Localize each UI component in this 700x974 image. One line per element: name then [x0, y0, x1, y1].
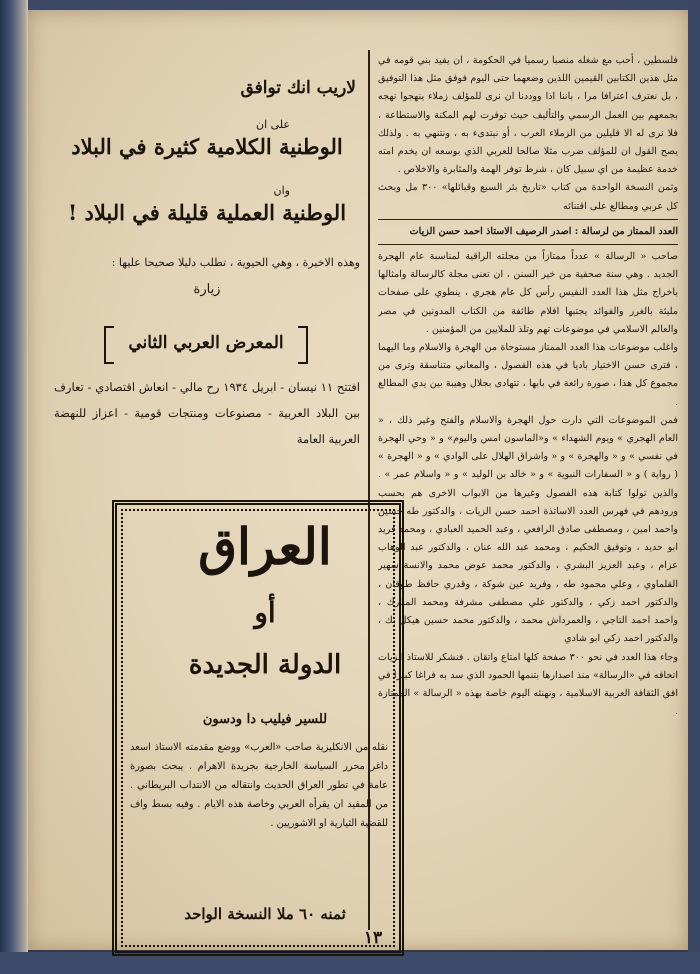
section-title: العدد الممتاز من لرسالة : اصدر الرصيف الاستاذ احمد حسن الزيات — [409, 225, 678, 237]
section-rule — [378, 219, 678, 220]
expo-ad-statement: الوطنية الكلامية كثيرة في البلاد — [71, 134, 343, 159]
magazine-page — [28, 10, 688, 950]
book-ad-description: نقله من الانكليزية صاحب «العرب» ووضع مقدمته الاستاذ اسعد داغر محرر السياسة الخارجية بجريدة الاهرام . يبحث بصورة عامة في تطور العراق الحديث وانتقاله من الانتداب البريطاني . من المفيد ان يقرأه العربي وخاصة هذه الايام . وفيه بسط واف للقضية الثيارية او الاشوريين . — [130, 742, 388, 829]
article-paragraph: وثمن النسخة الواحدة من كتاب «تاريخ بئر السبع وقبائلها» ٣٠٠ مل وبحث كل عربي ومطالع على اقتنائه — [378, 182, 678, 212]
expo-ad-visit: زيارة — [193, 282, 221, 297]
expo-ad-title: المعرض العربي الثاني — [108, 326, 304, 360]
page-number: ١٣ — [363, 928, 383, 948]
article-column — [378, 52, 678, 932]
article-paragraph: صاحب « الرسالة » عدداً ممتازاً من مجلته الراقية لمناسبة عام الهجرة الجديد . وهي سنة صحفية من خير السنن ، ان تعنى مجلة كالرسالة وامثالها باخراج مثل هذا العدد النفيس رأس كل عام هجري ، ينطوي على صفحات مليئة بالغرر والفوائد يجتبها افلام طائفة من الكتاب المدونين في مصر والعالم الاسلامي في موضوعات تهم وتلذ للملايين من المؤمنين . — [378, 251, 678, 335]
book-ad — [112, 500, 412, 952]
article-paragraph: واغلب موضوعات هذا العدد الممتاز مستوحاة من الهجرة والاسلام وما اليهما ، فترى حسن الاختيار باديا في هذه الفصول ، والمعاني متناسقة وترى من مجموع كل هذا ، صورة رائعة في بابها ، تتهادى بجلال وهيبة بين يدي المطالع . — [378, 342, 678, 408]
expo-ad-connector: وان — [273, 184, 290, 197]
expo-ad-body: افتتح ١١ نيسان - ابريل ١٩٣٤ رح مالي - انعاش اقتصادي - تعارف بين البلاد العربية - مصنوعات ومنتجات قومية - اعزاز للنهضة العربية العامة — [54, 380, 360, 446]
binding-spine — [0, 0, 28, 974]
book-ad-subtitle: الدولة الجديدة — [188, 650, 342, 680]
book-ad-title: العراق — [198, 517, 332, 576]
article-paragraph: وجاء هذا العدد في نحو ٣٠٠ صفحة كلها امتاع واتقان . فنشكر للاستاذ الزيات اتحافه في «الرسالة» منذ اصدارها بتنمها الحمود الذي سد به فراغا كبيرا في افق الثقافة العربية الاسلامية ، ونهنئه اليوم خاصة بهذه « الرسالة » الممتازة . — [378, 651, 678, 718]
section-rule — [378, 244, 678, 245]
advertisement-column — [54, 50, 388, 930]
book-ad-author: للسير فيليب دا ودسون — [202, 712, 328, 727]
book-ad-price: ثمنه ٦٠ ملا النسخة الواحد — [184, 905, 346, 923]
article-paragraph: فلسطين ، أحب مع شغله منصبا رسميا في الحكومة ، ان يفيد بني قومه في مثل هذين الكتابين القيمين اللذين وضعهما حتى اليوم فوفق مثل هذا التوفيق ، بل نعترف اعترافا مرا ، باننا اذا ووددنا ان نرى للمؤلف زملاء ينهجوا نهجه بجمعهم بين العمل الرسمي والتأليف حيث توفرت لهم المكنة والاستطاعة ، فلا نرى له الا قليلين من الزملاء العرب ، أو نبتدىء به ، ونتنهي به . ولذلك يصح القول ان للمؤلف ضرب مثلا صالحا للعربي الذي بوسعه ان يخدم امته خدمة عظيمة من اي سبيل كان ، شرط توفر الهمة والمثابرة والاخلاص . — [378, 55, 678, 176]
binding-right-edge — [688, 0, 700, 974]
expo-ad-connector: على ان — [255, 118, 290, 131]
book-ad-or: أو — [254, 596, 276, 629]
expo-ad-statement: الوطنية العملية قليلة في البلاد ! — [67, 200, 347, 225]
expo-ad-headline: لاريب انك توافق — [240, 78, 356, 98]
expo-ad-line: وهذه الاخيرة ، وهي الحيوية ، تطلب دليلا صحيحا عليها : — [111, 256, 360, 269]
article-paragraph: فمن الموضوعات التي دارت حول الهجرة والاسلام والفتح وغير ذلك ، « العام الهجري » ويوم الشهداء » و«الماسون امس واليوم» و « وحي الهجرة في نفسي » و « والهجرة » و « واشراق الهلال على الوادي » و « الهجرة » ( رواية ) و « السفارات النبوية » و « خالد بن الوليد » و « واسلام عمر » . والذين تولوا كتابة هذه الفصول وغيرها من الابواب الاخرى هم بحسب ورودهم في فهرس العدد الاساتذة احمد حسن الزيات ، والدكتور طه حسين واحمد امين ، ومصطفى صادق الرافعي ، وعبد الحميد العبادي ، ومحمد فريد ابو حديد ، وتوفيق الحكيم ، ومحمد عبد الله عنان ، والدكتور عبد الوهاب عزام ، وعبد العزيز البشري ، والدكتور محمد عوض محمد والانسة سهير القلماوي ، وعلي محمود طه ، وفريد عين شوكة ، وقدري حافظ طوقان ، والدكتور احمد زكي ، والدكتور علي مصطفى مشرفة ومحمد المبارك ، واحمد احمد التاجي ، والعمرداش محمد ، والدكتور محمد حسين هيكل بك ، والدكتور احمد زكي ابو شادي — [378, 414, 678, 645]
